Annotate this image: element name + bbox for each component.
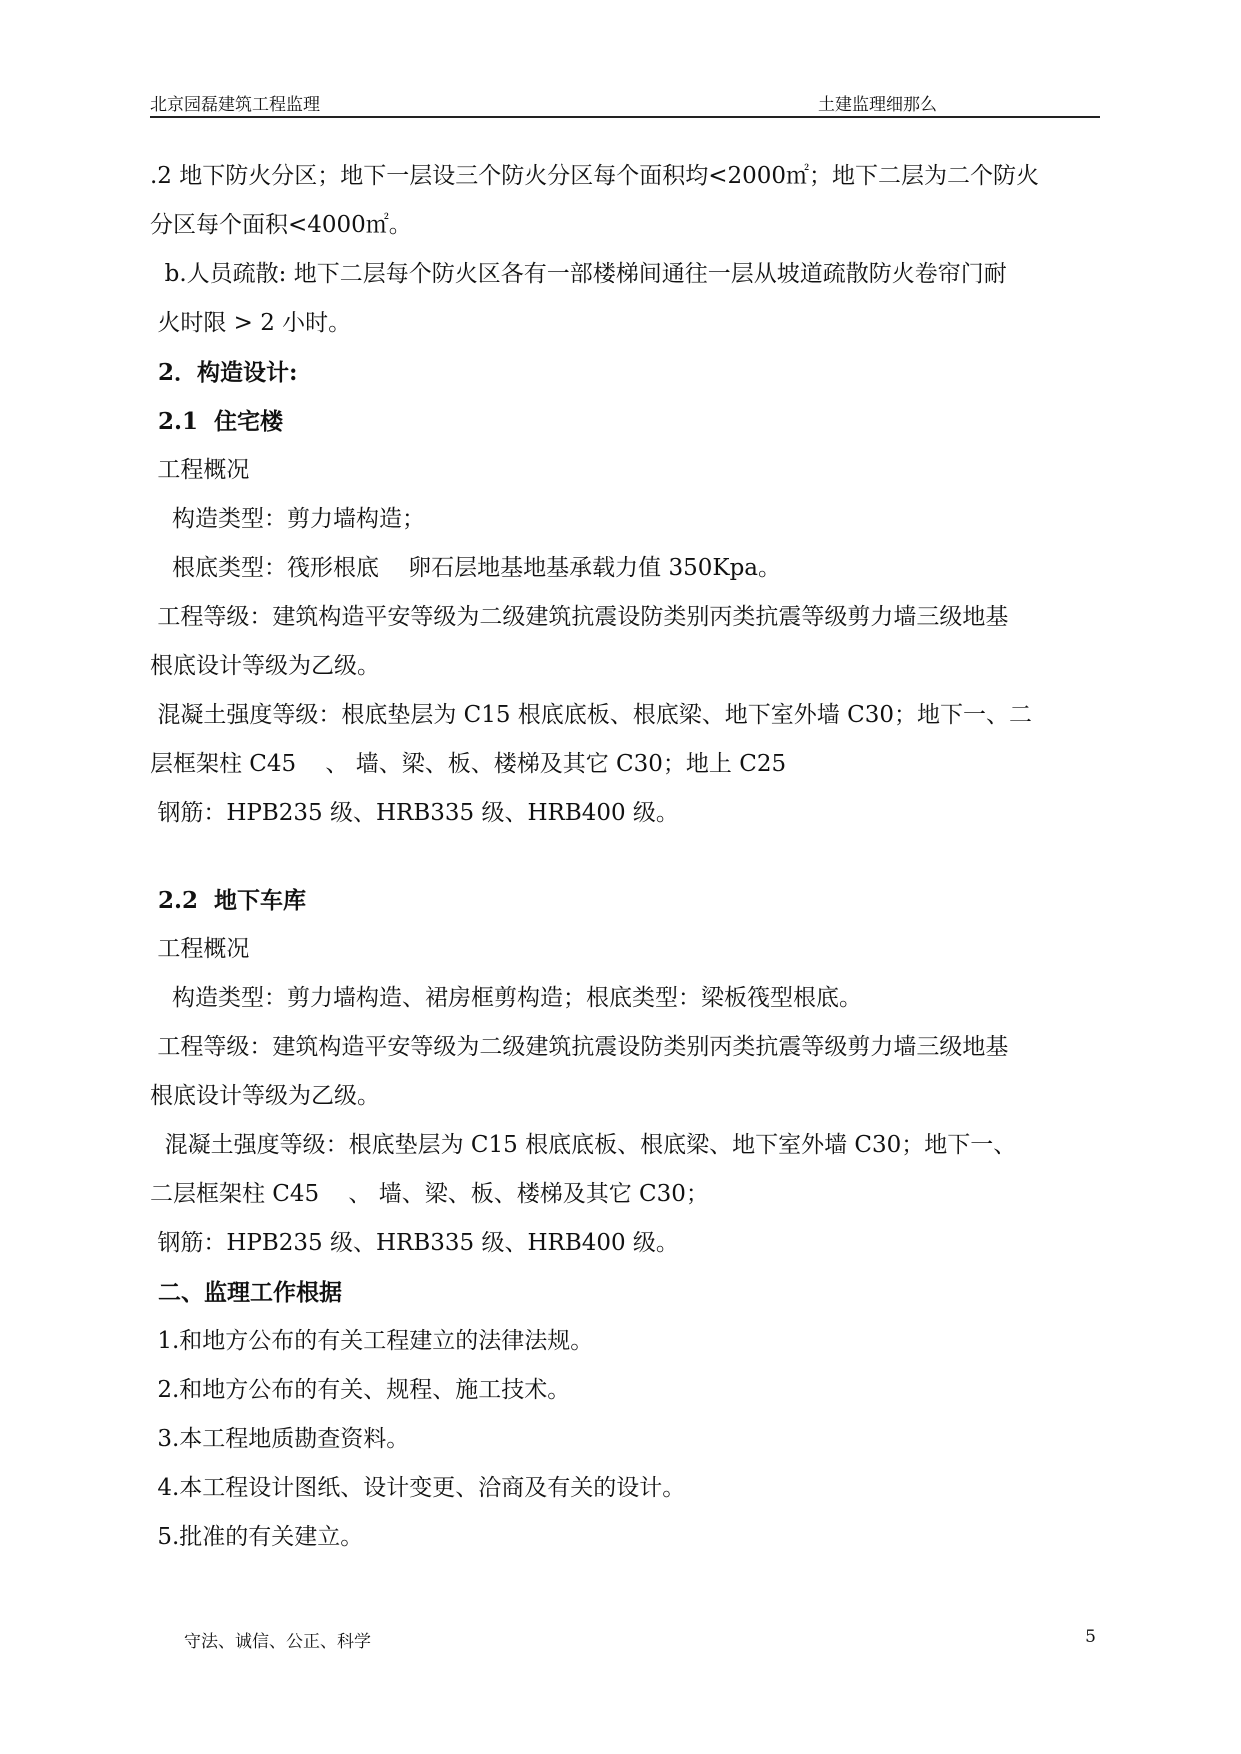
basis-item-2: 2.和地方公布的有关、规程、施工技术。 [150,1377,571,1403]
page-header [150,88,1100,118]
label-overview-residential: 工程概况 [150,457,250,483]
section-spacer [150,838,1100,876]
paragraph-evacuation: b.人员疏散: 地下二层每个防火区各有一部楼梯间通往一层从坡道疏散防火卷帘门耐 [150,261,1007,287]
garage-grade-cont: 根底设计等级为乙级。 [150,1083,380,1109]
label-overview-garage: 工程概况 [150,936,250,962]
garage-structure-type: 构造类型：剪力墙构造、裙房框剪构造；根底类型：梁板筏型根底。 [150,985,862,1011]
residential-concrete-cont: 层框架柱 C45 、 墙、梁、板、楼梯及其它 C30；地上 C25 [150,751,787,777]
basis-item-4: 4.本工程设计图纸、设计变更、洽商及有关的设计。 [150,1475,686,1501]
footer-motto: 守法、诚信、公正、科学 [184,1632,371,1652]
residential-rebar: 钢筋：HPB235 级、HRB335 级、HRB400 级。 [150,800,679,826]
heading-residential: 2.1 住宅楼 [150,408,284,435]
header-doc-title: 土建监理细那么 [818,95,937,115]
basis-item-5: 5.批准的有关建立。 [150,1524,364,1550]
basis-item-3: 3.本工程地质勘查资料。 [150,1426,410,1452]
heading-supervision-basis: 二、监理工作根据 [150,1279,343,1306]
garage-concrete-cont: 二层框架柱 C45 、 墙、梁、板、楼梯及其它 C30； [150,1181,709,1207]
header-company: 北京园磊建筑工程监理 [150,95,320,115]
page-number: 5 [1085,1627,1096,1647]
garage-grade: 工程等级：建筑构造平安等级为二级建筑抗震设防类别丙类抗震等级剪力墙三级地基 [150,1034,1009,1060]
residential-grade: 工程等级：建筑构造平安等级为二级建筑抗震设防类别丙类抗震等级剪力墙三级地基 [150,604,1009,630]
heading-garage: 2.2 地下车库 [150,887,307,914]
paragraph-fire-zones-cont: 分区每个面积<4000㎡。 [150,212,412,238]
paragraph-fire-zones: .2 地下防火分区；地下一层设三个防火分区每个面积均<2000㎡；地下二层为二个防火 [150,163,1040,189]
paragraph-evacuation-cont: 火时限 > 2 小时。 [150,310,352,336]
residential-grade-cont: 根底设计等级为乙级。 [150,653,380,679]
page-footer [184,1627,1096,1653]
garage-rebar: 钢筋：HPB235 级、HRB335 级、HRB400 级。 [150,1230,679,1256]
residential-foundation-type: 根底类型：筏形根底 卵石层地基地基承载力值 350Kpa。 [150,555,782,581]
garage-concrete: 混凝土强度等级：根底垫层为 C15 根底底板、根底梁、地下室外墙 C30；地下一、 [150,1132,1017,1158]
document-body [150,152,1100,1562]
basis-item-1: 1.和地方公布的有关工程建立的法律法规。 [150,1328,594,1354]
residential-concrete: 混凝土强度等级：根底垫层为 C15 根底底板、根底梁、地下室外墙 C30；地下一、二 [150,702,1032,728]
heading-structural-design: 2．构造设计: [150,359,298,386]
residential-structure-type: 构造类型：剪力墙构造； [150,506,425,532]
